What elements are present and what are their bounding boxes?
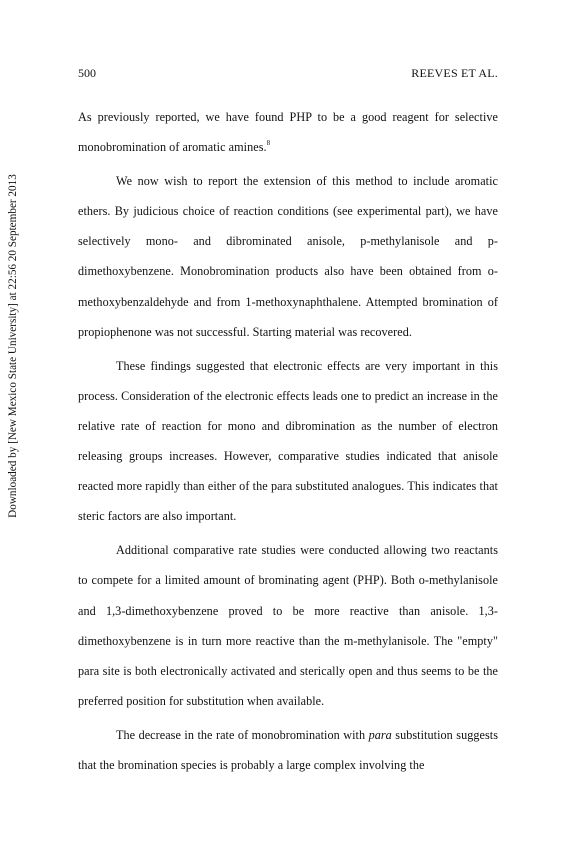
running-head: REEVES ET AL.: [411, 66, 498, 80]
reference-8: 8: [266, 139, 271, 148]
paragraph-1: [78, 102, 498, 162]
paragraph-1-text: As previously reported, we have found PHP to be a good reagent for selective monobromination of aromatic amines.: [78, 110, 498, 155]
para-emphasis: para: [368, 727, 392, 742]
paragraph-4: Additional comparative rate studies were conducted allowing two reactants to compete for a limited amount of brominating agent (PHP). Both o-methylanisole and 1,3-dimethoxybenzene proved to be more reactive than anisole. 1,3-dimethoxybenzene is in turn more reactive than the m-methylanisole. The "empty" para site is both electronically activated and sterically open and thus seems to be the preferred position for substitution when available.: [78, 543, 498, 708]
page-number: 500: [78, 66, 96, 80]
paragraph-5: [78, 720, 498, 780]
paragraph-3: These findings suggested that electronic effects are very important in this process. Consideration of the electronic effects leads one to predict an increase in the relative rate of reaction for mono and dibromination as the number of electron releasing groups increases. However, comparative studies indicated that anisole reacted more rapidly than either of the para substituted analogues. This indicates that steric factors are also important.: [78, 358, 498, 524]
download-watermark: Downloaded by [New Mexico State University] at 22:56 20 September 2013: [7, 174, 19, 518]
paragraph-5-text: The decrease in the rate of monobromination with: [116, 727, 369, 742]
paragraph-5-tail: substitution suggests that the bromination species is probably a large complex involving the: [78, 727, 498, 772]
article-body: [78, 102, 498, 784]
paragraph-2: We now wish to report the extension of this method to include aromatic ethers. By judicious choice of reaction conditions (see experimental part), we have selectively mono- and dibrominated anisole, p-methylanisole and p-dimethoxybenzene. Monobromination products also have been obtained from o-methoxybenzaldehyde and from 1-methoxynaphthalene. Attempted bromination of propiophenone was not successful. Starting material was recovered.: [78, 174, 498, 339]
page-header: [78, 66, 498, 86]
